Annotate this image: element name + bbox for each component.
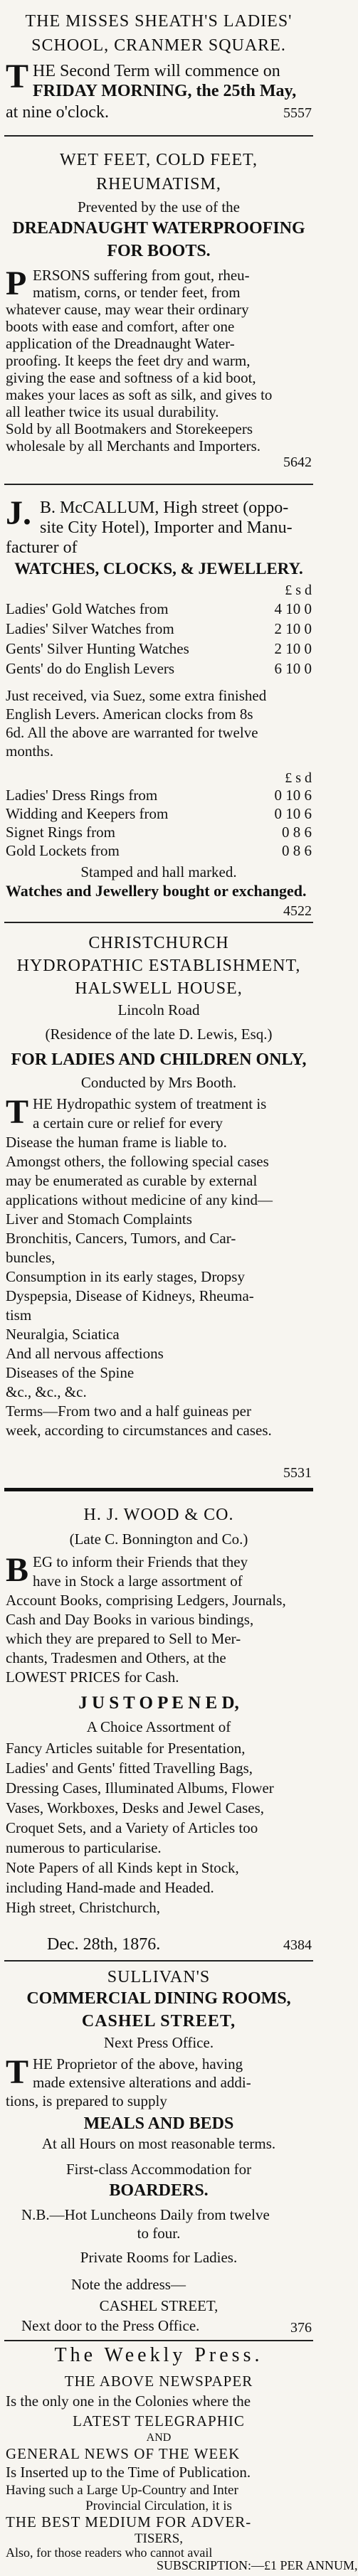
ad-body-line: First-class Accommodation for (65, 2161, 252, 2178)
ad-subtitle: Conducted by Mrs Booth. (80, 1074, 237, 1091)
price-item-name: Gold Lockets from (6, 842, 120, 859)
price-item-price: 2 10 0 (274, 640, 312, 657)
ad-body-line: English Levers. American clocks from 8s (6, 706, 253, 723)
ad-address: Next door to the Press Office. (21, 2317, 200, 2334)
ad-body-line: makes your laces as soft as silk, and gives to (6, 386, 273, 403)
ad-date: Dec. 28th, 1876. (47, 1935, 161, 1954)
ad-body-line: proofing. It keeps the feet dry and warm, (6, 352, 251, 369)
ad-title: MEALS AND BEDS (83, 2114, 234, 2133)
ad-body-line: At all Hours on most reasonable terms. (41, 2135, 276, 2152)
drop-cap: P (6, 265, 27, 302)
ad-body-line: Consumption in its early stages, Dropsy (6, 1268, 245, 1285)
drop-cap: T (6, 2053, 29, 2091)
ad-title: FOR BOOTS. (107, 242, 211, 260)
ad-reference-number: 5642 (283, 454, 312, 470)
ad-body-line: tism (6, 1306, 32, 1324)
ad-body-line: wholesale by all Merchants and Importers. (6, 437, 261, 454)
ad-body-line: a certain cure or relief for every (33, 1114, 223, 1132)
divider (4, 1488, 313, 1491)
ad-body-line: Fancy Articles suitable for Presentation, (6, 1740, 246, 1757)
ad-body-line: facturer of (6, 538, 78, 557)
ad-body-line: boots with ease and comfort, after one (6, 318, 235, 335)
ad-title: RHEUMATISM, (96, 175, 221, 193)
ad-body-line: months. (6, 743, 54, 760)
ad-body-line: Croquet Sets, and a Variety of Articles too (6, 1819, 258, 1836)
ad-title: THE MISSES SHEATH'S LADIES' (25, 12, 293, 31)
divider (4, 135, 313, 137)
ad-title: J U S T O P E N E D, (78, 1693, 239, 1713)
ad-body-line: matism, corns, or tender feet, from (33, 284, 241, 301)
ad-body-line: B. McCALLUM, High street (oppo- (40, 499, 289, 517)
ad-body-line: Is the only one in the Colonies where the (6, 2393, 251, 2410)
ad-sheath-school (0, 0, 317, 132)
ad-body-line: have in Stock a large assortment of (33, 1572, 243, 1590)
ad-body-line: Private Rooms for Ladies. (80, 2249, 238, 2266)
ad-body-line: whatever cause, may wear their ordinary (6, 301, 249, 318)
ad-body-line: LATEST TELEGRAPHIC (73, 2412, 245, 2429)
ad-wood-co (0, 1494, 317, 2006)
ad-body-line: &c., &c., &c. (6, 1383, 87, 1400)
ad-body-line: Neuralgia, Sciatica (6, 1326, 120, 1343)
ad-body-line: Just received, via Suez, some extra finished (6, 687, 267, 704)
ad-hydropathic (0, 925, 317, 1458)
price-item-price: 0 8 6 (282, 842, 312, 859)
ad-body-line: chants, Tradesmen and Others, at the (6, 1649, 226, 1666)
ad-body-line: at nine o'clock. (6, 103, 109, 122)
ad-body-line: Bronchitis, Cancers, Tumors, and Car- (6, 1230, 236, 1247)
ad-subtitle: Prevented by the use of the (77, 198, 241, 215)
divider (4, 922, 313, 923)
ad-body-line: Terms—From two and a half guineas per (6, 1403, 251, 1420)
ad-body-line: Having such a Large Up-Country and Inter (6, 2483, 238, 2498)
ad-body-line: Disease the human frame is liable to. (6, 1134, 227, 1151)
ad-body-line: Note the address— (71, 2276, 186, 2293)
ad-title: COMMERCIAL DINING ROOMS, (26, 1989, 291, 2008)
ad-title: DREADNAUGHT WATERPROOFING (12, 219, 305, 238)
ad-body-line: which they are prepared to Sell to Mer- (6, 1630, 241, 1647)
price-heading: £ s d (285, 770, 312, 786)
price-item-price: 2 10 0 (274, 620, 312, 637)
ad-reference-number: 4522 (283, 903, 312, 919)
ad-body-line: giving the ease and softness of a kid boot, (6, 369, 256, 386)
ad-title: HYDROPATHIC ESTABLISHMENT, (16, 957, 301, 975)
ad-body-line: Stamped and hall marked. (80, 863, 237, 880)
ad-body-line: buncles, (6, 1249, 56, 1266)
price-item-name: Ladies' Silver Watches from (6, 620, 174, 637)
ad-title: The Weekly Press. (54, 2344, 263, 2366)
divider (4, 2340, 313, 2341)
ad-body-line: LOWEST PRICES for Cash. (6, 1668, 179, 1686)
ad-subtitle: Lincoln Road (117, 1001, 200, 1018)
ad-body-line: numerous to particularise. (6, 1839, 162, 1856)
ad-body-line: all leather twice its usual durability. (6, 403, 219, 420)
ad-body-line: AND (146, 2432, 172, 2444)
ad-subtitle: A Choice Assortment of (86, 1718, 231, 1735)
ad-body-line: Diseases of the Spine (6, 1364, 135, 1381)
ad-body-line: Cash and Day Books in various bindings, (6, 1611, 254, 1628)
ad-body-line: tions, is prepared to supply (6, 2092, 167, 2109)
ad-body-line: week, according to circumstances and cases. (6, 1422, 272, 1439)
ad-subtitle: (Residence of the late D. Lewis, Esq.) (45, 1026, 273, 1043)
ad-dreadnaught (0, 139, 317, 480)
ad-body-line: Vases, Workboxes, Desks and Jewel Cases, (6, 1799, 265, 1816)
price-item-price: 0 10 6 (274, 787, 312, 804)
ad-body-line: site City Hotel), Importer and Manu- (40, 518, 293, 537)
price-heading: £ s d (285, 582, 312, 598)
drop-cap: B (6, 1551, 29, 1589)
ad-weekly-press (0, 2343, 358, 2576)
ad-body-line: Ladies' and Gents' fitted Travelling Bags, (6, 1760, 253, 1777)
ad-body-line: to four. (137, 2225, 181, 2242)
ad-body-line: Sold by all Bootmakers and Storekeepers (6, 420, 253, 437)
ad-title: CASHEL STREET, (81, 2012, 236, 2031)
price-item-name: Gents' Silver Hunting Watches (6, 640, 189, 657)
ad-body-line: Is Inserted up to the Time of Publication. (6, 2464, 251, 2481)
drop-cap: T (6, 1093, 29, 1131)
ad-body-line: applications without medicine of any kind— (6, 1191, 273, 1208)
ad-sullivan-dining (0, 1963, 317, 2297)
ad-title: WET FEET, COLD FEET, (60, 151, 258, 169)
ad-body-line: N.B.—Hot Luncheons Daily from twelve (21, 2206, 270, 2223)
ad-body-line: HE Second Term will commence on (33, 62, 280, 80)
ad-body-line: Liver and Stomach Complaints (6, 1210, 192, 1228)
drop-cap: T (6, 58, 29, 95)
ad-reference-number: 376 (290, 2320, 312, 2336)
ad-body-line: EG to inform their Friends that they (33, 1553, 248, 1570)
ad-body-line: FRIDAY MORNING, the 25th May, (33, 82, 297, 100)
ad-body-line: 6d. All the above are warranted for twelve (6, 724, 258, 741)
price-item-price: 4 10 0 (274, 600, 312, 617)
ad-mccallum-jeweller (0, 491, 317, 900)
ad-title: FOR LADIES AND CHILDREN ONLY, (11, 1050, 307, 1069)
ad-reference-number: 4384 (283, 1937, 312, 1953)
ad-body-line: Dyspepsia, Disease of Kidneys, Rheuma- (6, 1287, 254, 1304)
ad-body-line: And all nervous affections (6, 1345, 164, 1362)
ad-body-line: Watches and Jewellery bought or exchanged. (6, 882, 307, 900)
ad-body-line: High street, Christchurch, (6, 1899, 160, 1916)
drop-cap: J. (6, 494, 31, 532)
divider (4, 1960, 313, 1962)
ad-body-line: Amongst others, the following special cases (6, 1153, 269, 1170)
ad-body-line: may be enumerated as curable by external (6, 1172, 258, 1189)
ad-body-line: made extensive alterations and addi- (33, 2074, 251, 2091)
price-item-price: 0 10 6 (274, 805, 312, 822)
price-item-price: 0 8 6 (282, 824, 312, 841)
ad-subtitle: (Late C. Bonnington and Co.) (69, 1531, 248, 1548)
ad-body-line: SUBSCRIPTION:—£1 PER ANNUM, (157, 2558, 358, 2572)
ad-title: WATCHES, CLOCKS, & JEWELLERY. (14, 560, 303, 578)
price-item-name: Ladies' Gold Watches from (6, 600, 169, 617)
ad-title: SCHOOL, CRANMER SQUARE. (31, 36, 286, 55)
ad-body-line: HE Hydropathic system of treatment is (33, 1095, 267, 1112)
ad-body-line: THE ABOVE NEWSPAPER (64, 2373, 253, 2390)
divider (4, 484, 313, 485)
ad-body-line: TISERS, (134, 2531, 184, 2546)
ad-title: BOARDERS. (109, 2181, 209, 2200)
price-item-name: Ladies' Dress Rings from (6, 787, 158, 804)
ad-body-line: THE BEST MEDIUM FOR ADVER- (6, 2513, 252, 2530)
ad-address: CASHEL STREET, (99, 2297, 219, 2314)
ad-title: CHRISTCHURCH (88, 934, 229, 952)
price-item-name: Widding and Keepers from (6, 805, 169, 822)
ad-body-line: Note Papers of all Kinds kept in Stock, (6, 1859, 239, 1876)
ad-body-line: GENERAL NEWS OF THE WEEK (6, 2445, 241, 2462)
ad-title: HALSWELL HOUSE, (75, 979, 243, 998)
price-item-name: Signet Rings from (6, 824, 116, 841)
ad-body-line: Also, for those readers who cannot avail (6, 2545, 213, 2560)
ad-body-line: Dressing Cases, Illuminated Albums, Flower (6, 1779, 274, 1797)
price-item-name: Gents' do do English Levers (6, 660, 175, 677)
ad-title: H. J. WOOD & CO. (83, 1506, 234, 1524)
ad-body-line: Provincial Circulation, it is (85, 2498, 232, 2513)
ad-body-line: Account Books, comprising Ledgers, Journals, (6, 1592, 286, 1609)
ad-body-line: ERSONS suffering from gout, rheu- (33, 267, 250, 284)
ad-body-line: application of the Dreadnaught Water- (6, 335, 235, 352)
ad-title: SULLIVAN'S (107, 1968, 211, 1986)
price-item-price: 6 10 0 (274, 660, 312, 677)
ad-body-line: including Hand-made and Headed. (6, 1879, 214, 1896)
ad-body-line: HE Proprietor of the above, having (33, 2055, 243, 2072)
ad-reference-number: 5531 (283, 1465, 312, 1481)
ad-reference-number: 5557 (283, 105, 312, 121)
ad-subtitle: Next Press Office. (103, 2034, 214, 2051)
